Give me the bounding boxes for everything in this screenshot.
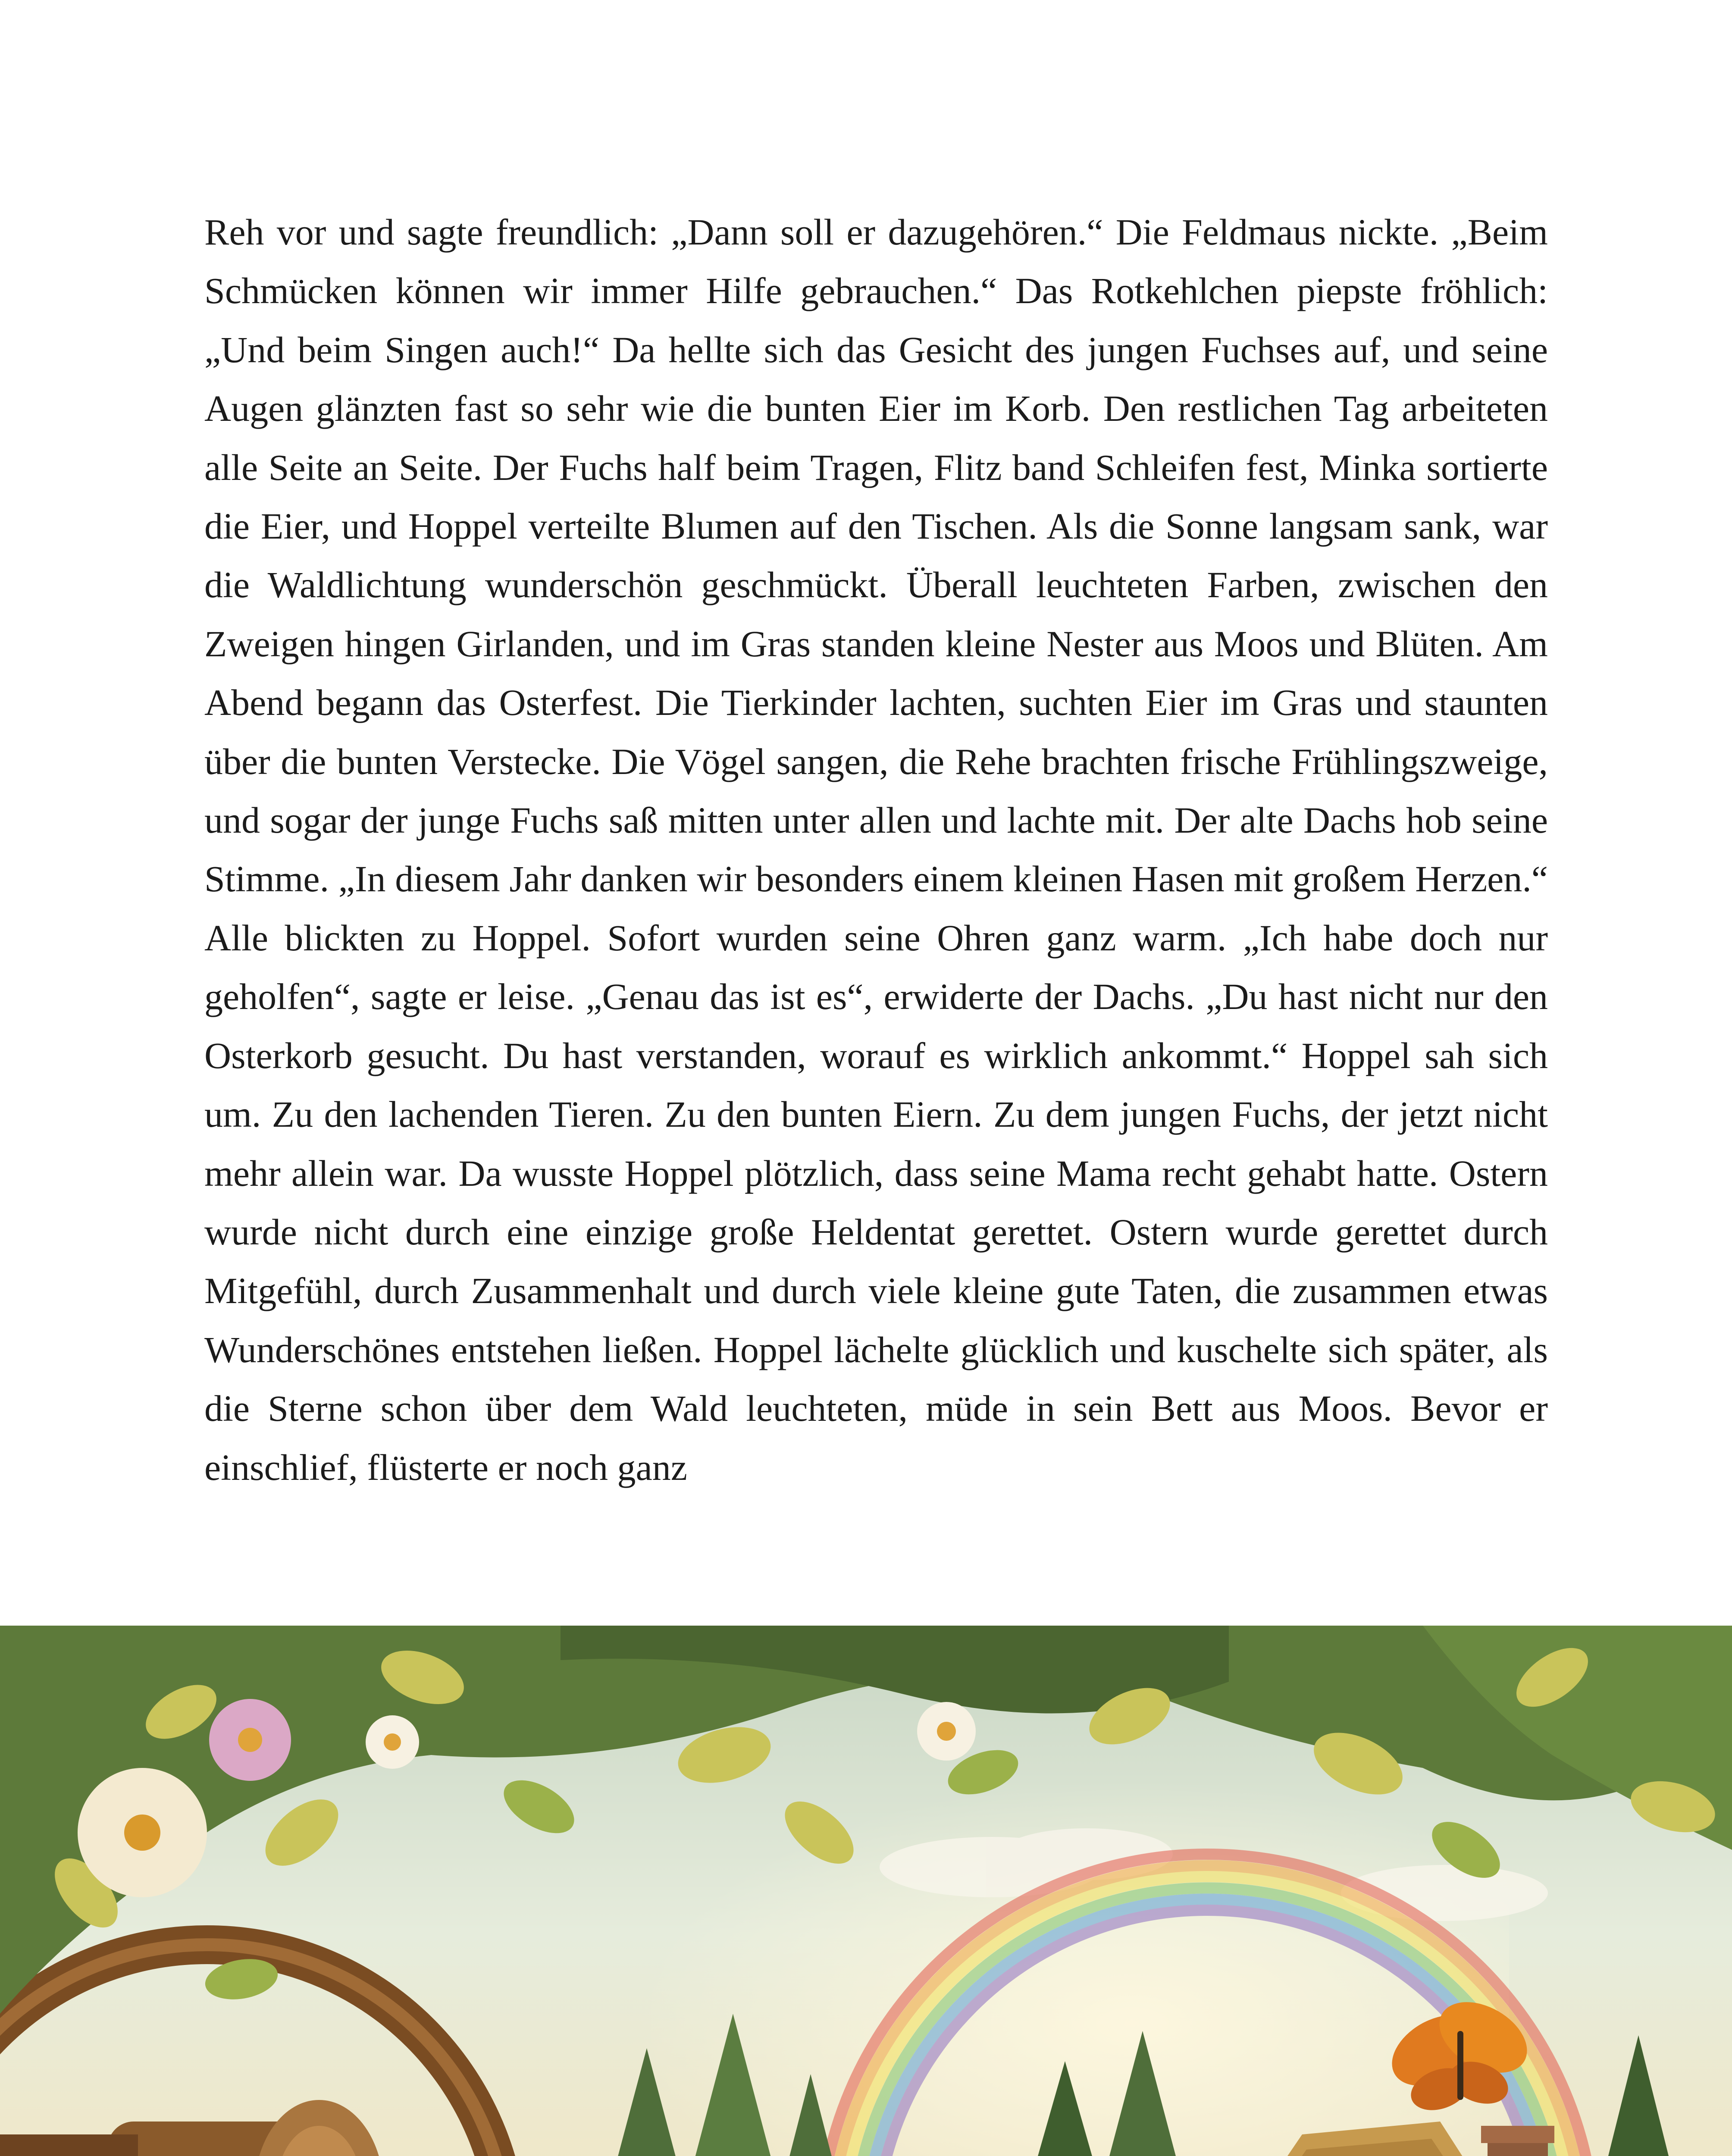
white-flower: [366, 1715, 419, 1769]
forest-scene-image: [0, 1626, 1732, 2156]
story-paragraph: Reh vor und sagte freundlich: „Dann soll er dazugehören.“ Die Feldmaus nickte. „Beim Schmücken können wir immer Hilfe gebrauchen.“ Das Rotkehlchen piepste fröhlich: „Und beim Singen auch!“ Da hellte sich das Gesicht des jungen Fuchses auf, und seine Augen glänzten fast so sehr wie die bunten Eier im Korb. Den restlichen Tag arbeiteten alle Seite an Seite. Der Fuchs half beim Tragen, Flitz band Schleifen fest, Minka sortierte die Eier, und Hoppel verteilte Blumen auf den Tischen. Als die Sonne langsam sank, war die Waldlichtung wunderschön geschmückt. Überall leuchteten Farben, zwischen den Zweigen hingen Girlanden, und im Gras standen kleine Nester aus Moos und Blüten. Am Abend begann das Osterfest. Die Tierkinder lachten, suchten Eier im Gras und staunten über die bunten Verstecke. Die Vögel sangen, die Rehe brachten frische Frühlingszweige, und sogar der junge Fuchs saß mitten unter allen und lachte mit. Der alte Dachs hob seine Stimme. „In diesem Jahr danken wir besonders einem kleinen Hasen mit großem Herzen.“ Alle blickten zu Hoppel. Sofort wurden seine Ohren ganz warm. „Ich habe doch nur geholfen“, sagte er leise. „Genau das ist es“, erwiderte der Dachs. „Du hast nicht nur den Osterkorb gesucht. Du hast verstanden, worauf es wirklich ankommt.“ Hoppel sah sich um. Zu den lachenden Tieren. Zu den bunten Eiern. Zu dem jungen Fuchs, der jetzt nicht mehr allein war. Da wusste Hoppel plötzlich, dass seine Mama recht gehabt hatte. Ostern wurde nicht durch eine einzige große Heldentat gerettet. Ostern wurde gerettet durch Mitgefühl, durch Zusammenhalt und durch viele kleine gute Taten, die zusammen etwas Wunderschönes entstehen ließen. Hoppel lächelte glücklich und kuschelte sich später, als die Sterne schon über dem Wald leuchteten, müde in sein Bett aus Moos. Bevor er einschlief, flüsterte er noch ganz: [204, 211, 1548, 1488]
cream-flower: [78, 1768, 207, 1897]
storybook-illustration: [0, 1626, 1732, 2156]
pink-flower: [209, 1699, 291, 1781]
small-white-flower: [917, 1702, 976, 1761]
